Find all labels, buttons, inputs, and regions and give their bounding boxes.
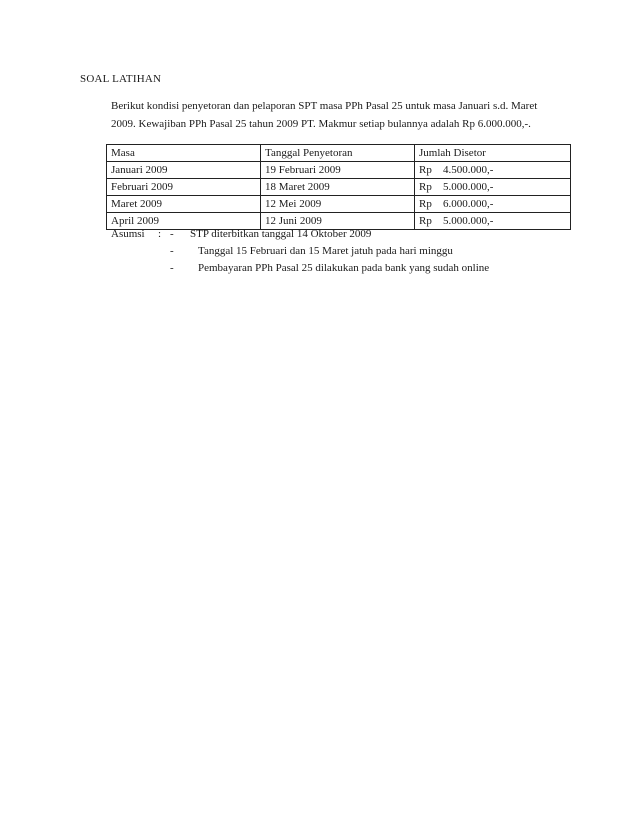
cell-jumlah: [415, 179, 571, 196]
cell-currency: Rp: [419, 181, 432, 193]
bullet-dash: -: [170, 262, 174, 274]
table-header-row: [107, 145, 571, 162]
assumptions-block: [111, 226, 489, 277]
header-jumlah-disetor: Jumlah Disetor: [415, 145, 571, 162]
cell-masa: April 2009: [107, 213, 261, 230]
assumption-item: [111, 260, 489, 277]
cell-currency: Rp: [419, 164, 432, 176]
table-row: [107, 196, 571, 213]
assumption-item: [111, 226, 489, 243]
cell-amount: 5.000.000,-: [443, 181, 494, 193]
payment-table: [106, 144, 571, 230]
cell-masa: Februari 2009: [107, 179, 261, 196]
cell-masa: Januari 2009: [107, 162, 261, 179]
assumption-text: Tanggal 15 Februari dan 15 Maret jatuh pada hari minggu: [198, 245, 453, 257]
bullet-dash: -: [170, 228, 174, 240]
cell-masa: Maret 2009: [107, 196, 261, 213]
cell-tanggal: 18 Maret 2009: [261, 179, 415, 196]
cell-jumlah: [415, 162, 571, 179]
header-masa: Masa: [107, 145, 261, 162]
assumptions-label: Asumsi: [111, 228, 145, 240]
cell-currency: Rp: [419, 215, 432, 227]
header-tanggal-penyetoran: Tanggal Penyetoran: [261, 145, 415, 162]
assumption-text: Pembayaran PPh Pasal 25 dilakukan pada bank yang sudah online: [198, 262, 490, 274]
cell-amount: 5.000.000,-: [443, 215, 494, 227]
intro-line-2: 2009. Kewajiban PPh Pasal 25 tahun 2009 PT. Makmur setiap bulannya adalah Rp 6.000.000,-.: [111, 118, 531, 130]
table-row: [107, 179, 571, 196]
cell-jumlah: [415, 196, 571, 213]
cell-currency: Rp: [419, 198, 432, 210]
cell-tanggal: 12 Mei 2009: [261, 196, 415, 213]
cell-tanggal: 12 Juni 2009: [261, 213, 415, 230]
assumptions-colon: :: [158, 228, 162, 240]
bullet-dash: -: [170, 245, 174, 257]
cell-amount: 6.000.000,-: [443, 198, 494, 210]
assumption-item: [111, 243, 489, 260]
assumption-text: STP diterbitkan tanggal 14 Oktober 2009: [190, 228, 372, 240]
document-heading: SOAL LATIHAN: [80, 73, 162, 85]
table-row: [107, 162, 571, 179]
intro-paragraph: [111, 97, 571, 133]
cell-amount: 4.500.000,-: [443, 164, 494, 176]
cell-tanggal: 19 Februari 2009: [261, 162, 415, 179]
intro-line-1: Berikut kondisi penyetoran dan pelaporan SPT masa PPh Pasal 25 untuk masa Januari s.d. Maret: [111, 100, 538, 112]
